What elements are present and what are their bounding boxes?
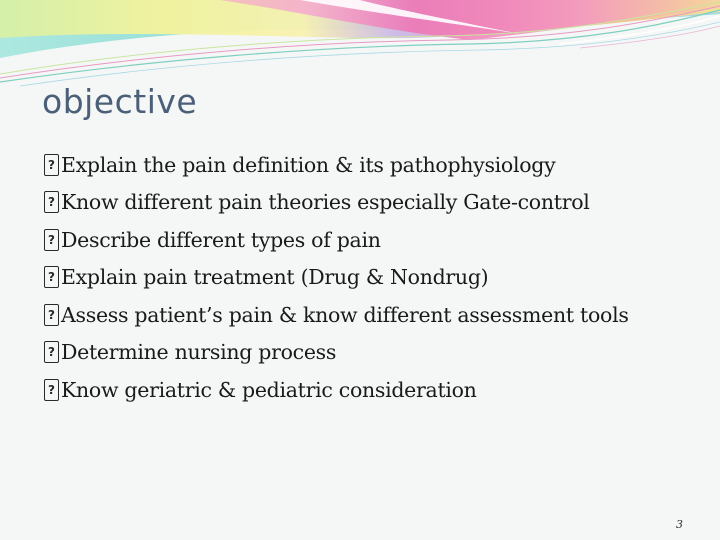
bullet-item <box>44 259 704 297</box>
page-number: 3 <box>676 518 683 531</box>
bullet-text: Know different pain theories especially Gate-control <box>61 190 590 215</box>
wave-line-6 <box>580 26 720 48</box>
missing-glyph-bullet-icon: ? <box>44 379 59 401</box>
bullet-text: Assess patient’s pain & know different assessment tools <box>61 302 629 327</box>
bullet-item <box>44 334 704 372</box>
decorative-wave-header <box>0 0 720 90</box>
bullet-text: Determine nursing process <box>61 340 337 365</box>
bullet-text: Know geriatric & pediatric consideration <box>61 377 477 402</box>
bullet-text: Explain the pain definition & its pathophysiology <box>61 152 556 177</box>
bullet-item <box>44 146 704 184</box>
bullet-item <box>44 184 704 222</box>
objectives-list <box>44 146 704 409</box>
missing-glyph-bullet-icon: ? <box>44 229 59 251</box>
bullet-item <box>44 221 704 259</box>
bullet-text: Describe different types of pain <box>61 227 381 252</box>
bullet-text: Explain pain treatment (Drug & Nondrug) <box>61 265 489 290</box>
missing-glyph-bullet-icon: ? <box>44 304 59 326</box>
missing-glyph-bullet-icon: ? <box>44 191 59 213</box>
slide-title: objective <box>42 82 198 121</box>
missing-glyph-bullet-icon: ? <box>44 154 59 176</box>
missing-glyph-bullet-icon: ? <box>44 266 59 288</box>
bullet-item <box>44 296 704 334</box>
bullet-item <box>44 371 704 409</box>
missing-glyph-bullet-icon: ? <box>44 341 59 363</box>
